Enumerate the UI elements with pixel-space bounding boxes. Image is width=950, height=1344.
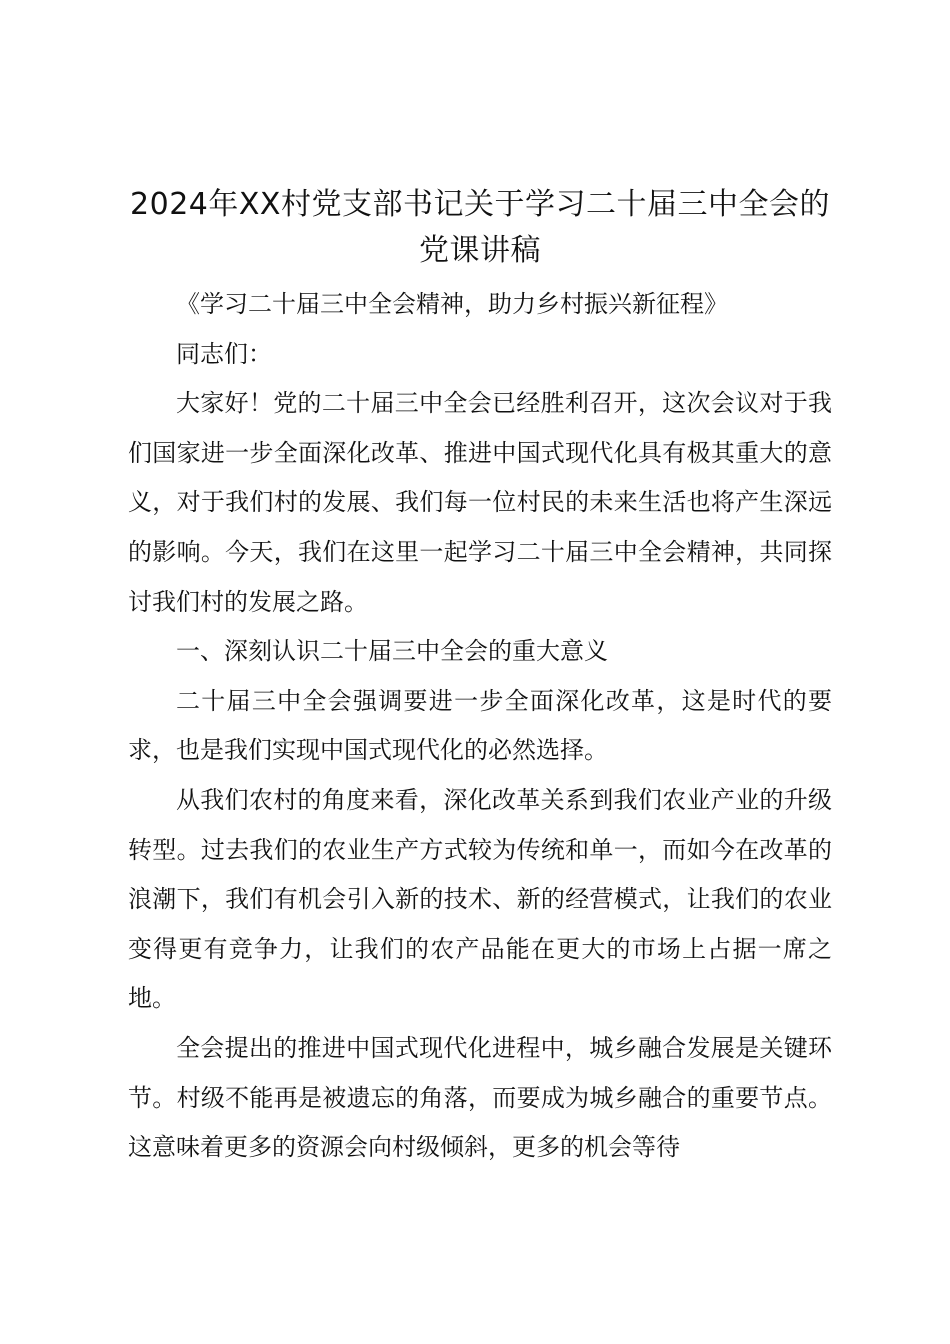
paragraph-urban-rural: 全会提出的推进中国式现代化进程中，城乡融合发展是关键环节。村级不能再是被遗忘的角落，而要成为城乡融合的重要节点。这意味着更多的资源会向村级倾斜，更多的机会等待	[128, 1033, 832, 1162]
paragraph-reform: 二十届三中全会强调要进一步全面深化改革，这是时代的要求，也是我们实现中国式现代化的必然选择。	[128, 686, 832, 765]
paragraph-agriculture: 从我们农村的角度来看，深化改革关系到我们农业产业的升级转型。过去我们的农业生产方式较为传统和单一，而如今在改革的浪潮下，我们有机会引入新的技术、新的经营模式，让我们的农业变得更有竞争力，让我们的农产品能在更大的市场上占据一席之地。	[128, 785, 832, 1013]
document-body	[128, 182, 832, 1173]
paragraph-intro: 大家好！党的二十届三中全会已经胜利召开，这次会议对于我们国家进一步全面深化改革、推进中国式现代化具有极其重大的意义，对于我们村的发展、我们每一位村民的未来生活也将产生深远的影响。今天，我们在这里一起学习二十届三中全会精神，共同探讨我们村的发展之路。	[128, 389, 832, 616]
section-heading-1: 一、深刻认识二十届三中全会的重大意义	[176, 637, 608, 666]
document-subtitle: 《学习二十届三中全会精神，助力乡村振兴新征程》	[176, 290, 728, 318]
greeting: 同志们：	[176, 339, 272, 368]
document-title: 2024年XX村党支部书记关于学习二十届三中全会的党课讲稿	[130, 187, 830, 268]
